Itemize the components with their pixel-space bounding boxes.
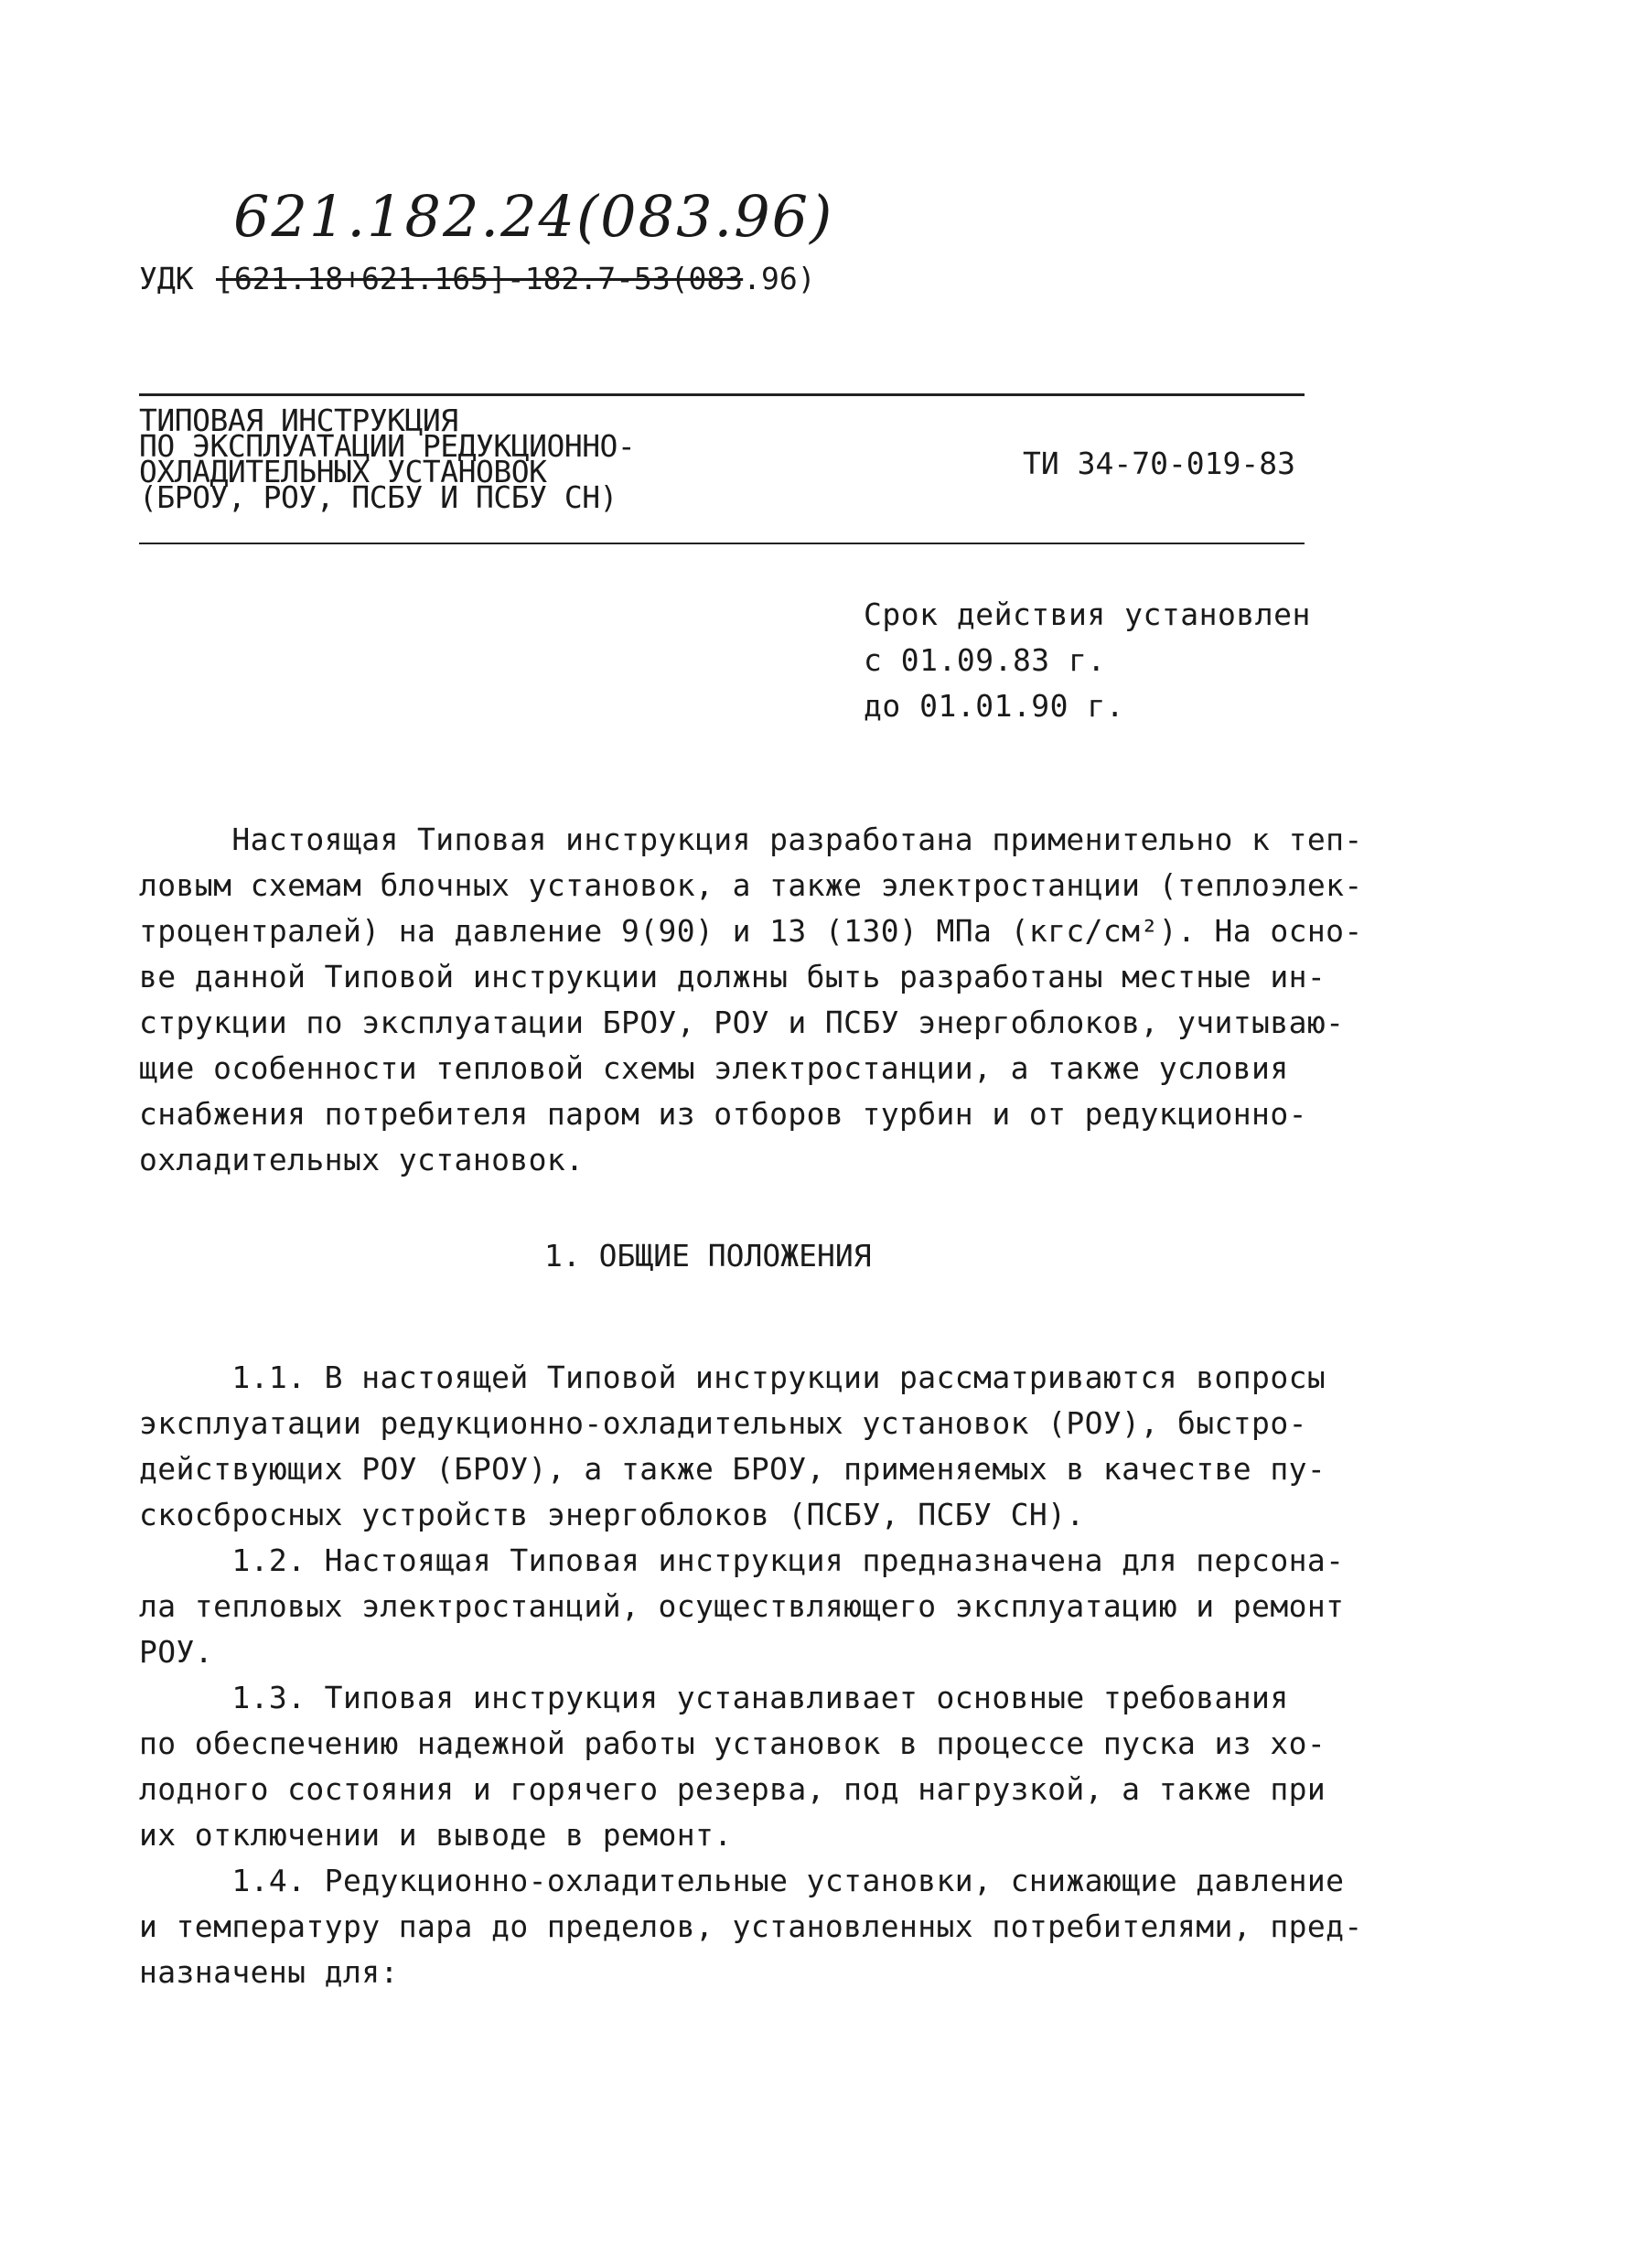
udk-struck-code	[216, 261, 816, 296]
intro-line: ве данной Типовой инструкции должны быть разработаны местные ин-	[139, 959, 1326, 994]
document-code: ТИ 34-70-019-83	[1023, 446, 1296, 481]
udk-handwritten-code: 621.182.24(083.96)	[233, 183, 834, 250]
clause-line: 1.4. Редукционно-охладительные установки, снижающие давление	[139, 1863, 1345, 1898]
validity-line-3: до 01.01.90 г.	[864, 688, 1125, 724]
intro-line: Настоящая Типовая инструкция разработана применительно к теп-	[139, 822, 1363, 857]
udk-struck-text: [621.18+621.165]-182.7-53(083	[216, 261, 744, 296]
clause-line: лодного состояния и горячего резерва, под нагрузкой, а также при	[139, 1771, 1326, 1807]
clause-line: их отключении и выводе в ремонт.	[139, 1817, 733, 1853]
intro-line: ловым схемам блочных установок, а также электростанции (теплоэлек-	[139, 867, 1363, 903]
title-line-4: (БРОУ, РОУ, ПСБУ И ПСБУ СН)	[139, 479, 617, 515]
clause-line: назначены для:	[139, 1954, 399, 1990]
clause-line: скосбросных устройств энергоблоков (ПСБУ, ПСБУ СН).	[139, 1497, 1085, 1532]
clause-line: 1.1. В настоящей Типовой инструкции рассматриваются вопросы	[139, 1360, 1326, 1395]
title-line-1: ТИПОВАЯ ИНСТРУКЦИЯ	[139, 403, 458, 438]
intro-line: троцентралей) на давление 9(90) и 13 (130) МПа (кгс/см²). На осно-	[139, 913, 1363, 949]
intro-line: охладительных установок.	[139, 1142, 585, 1177]
header-top-rule	[139, 393, 1305, 396]
validity-line-2: с 01.09.83 г.	[864, 642, 1106, 678]
validity-line-1: Срок действия установлен	[864, 597, 1311, 632]
clause-line: 1.3. Типовая инструкция устанавливает основные требования	[139, 1680, 1289, 1715]
clause-line: по обеспечению надежной работы установок в процессе пуска из хо-	[139, 1725, 1326, 1761]
udk-label: УДК	[139, 261, 194, 296]
clause-line: ла тепловых электростанций, осуществляющего эксплуатацию и ремонт	[139, 1588, 1345, 1624]
clause-line: действующих РОУ (БРОУ), а также БРОУ, применяемых в качестве пу-	[139, 1451, 1326, 1487]
intro-line: струкции по эксплуатации БРОУ, РОУ и ПСБУ энергоблоков, учитываю-	[139, 1005, 1345, 1040]
intro-line: снабжения потребителя паром из отборов турбин и от редукционно-	[139, 1096, 1307, 1132]
clause-line: и температуру пара до пределов, установленных потребителями, пред-	[139, 1908, 1363, 1944]
clause-line: РОУ.	[139, 1634, 214, 1670]
udk-trailing-text: .96)	[743, 261, 816, 296]
intro-line: щие особенности тепловой схемы электростанции, а также условия	[139, 1050, 1289, 1086]
title-line-3: ОХЛАДИТЕЛЬНЫХ УСТАНОВОК	[139, 454, 547, 489]
title-line-2: ПО ЭКСПЛУАТАЦИИ РЕДУКЦИОННО-	[139, 428, 636, 464]
header-bottom-rule	[139, 543, 1305, 544]
section-heading: 1. ОБЩИЕ ПОЛОЖЕНИЯ	[544, 1238, 872, 1274]
clause-line: эксплуатации редукционно-охладительных установок (РОУ), быстро-	[139, 1405, 1307, 1441]
clause-line: 1.2. Настоящая Типовая инструкция предназначена для персона-	[139, 1542, 1345, 1578]
